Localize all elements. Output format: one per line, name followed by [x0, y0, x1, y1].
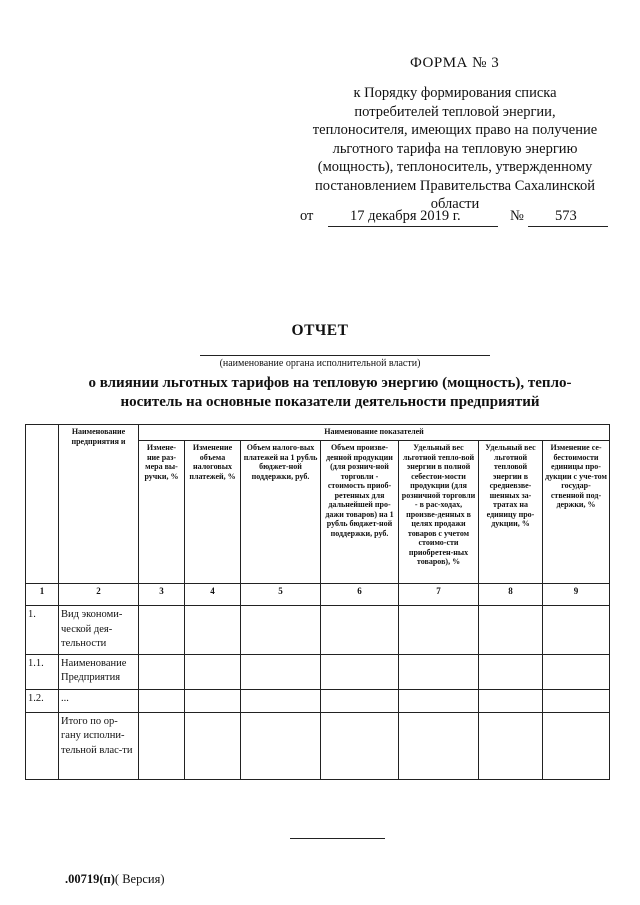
empty-cell	[241, 654, 321, 689]
empty-cell	[139, 712, 185, 779]
header-tax-change: Изменение объема налоговых платежей, %	[185, 441, 241, 584]
row-number	[26, 712, 59, 779]
column-number: 8	[479, 584, 543, 606]
row-name: Итого по ор-гану исполни-тельной влас-ти	[59, 712, 139, 779]
decree-date: 17 декабря 2019 г.	[350, 208, 461, 224]
empty-cell	[399, 712, 479, 779]
org-name-line	[200, 355, 490, 356]
column-number: 9	[543, 584, 610, 606]
report-subtitle	[40, 374, 620, 412]
empty-cell	[185, 606, 241, 655]
row-name: ...	[59, 689, 139, 712]
empty-cell	[399, 689, 479, 712]
row-name: Наименование Предприятия	[59, 654, 139, 689]
column-number: 1	[26, 584, 59, 606]
decree-number: 573	[555, 208, 577, 224]
empty-cell	[399, 606, 479, 655]
column-number: 3	[139, 584, 185, 606]
document-version: ( Версия)	[114, 872, 165, 886]
header-unit-cost-change: Изменение се-бестоимости единицы про-дукции с уче-том государ-ственной под-держки, %	[543, 441, 610, 584]
header-output-per-ruble: Объем произве-денной продукции (для рознич-ной торговли - стоимость приоб-ретенных для дальнейшей про-дажи товаров) на 1 рубль бюджет-ной поддержки, руб.	[321, 441, 399, 584]
header-line: (мощность), теплоноситель, утвержденному	[317, 159, 593, 175]
document-code	[65, 872, 164, 887]
table-row	[26, 654, 610, 689]
column-number: 4	[185, 584, 241, 606]
column-number: 6	[321, 584, 399, 606]
empty-cell	[241, 689, 321, 712]
empty-cell	[543, 654, 610, 689]
empty-cell	[399, 654, 479, 689]
empty-cell	[479, 712, 543, 779]
column-numbers-row	[26, 584, 610, 606]
header-heat-share-cost: Удельный вес льготной тепло-вой энергии в полной себестои-мости продукции (для розничной торговли - в рас-ходах, произве-денных в целях продажи товаров с учетом стоимо-сти приобретен-ных товаров), %	[399, 441, 479, 584]
empty-cell	[321, 606, 399, 655]
empty-cell	[185, 689, 241, 712]
column-number: 7	[399, 584, 479, 606]
header-indicators: Наименование показателей	[139, 425, 610, 441]
header-enterprise-name: Наименование предприятия и	[59, 425, 139, 584]
empty-cell	[321, 689, 399, 712]
row-number: 1.2.	[26, 689, 59, 712]
subtitle-line: носитель на основные показатели деятельности предприятий	[120, 394, 540, 410]
header-line: потребителей тепловой энергии,	[354, 103, 556, 120]
empty-cell	[139, 654, 185, 689]
date-prefix: от	[300, 208, 314, 224]
header-line: теплоносителя, имеющих право на получение	[312, 122, 598, 138]
column-number: 2	[59, 584, 139, 606]
number-underline	[528, 226, 608, 227]
header-line: области	[430, 196, 480, 212]
empty-cell	[479, 654, 543, 689]
empty-cell	[543, 712, 610, 779]
org-name-caption: (наименование органа исполнительной власти)	[219, 358, 421, 369]
row-number: 1.1.	[26, 654, 59, 689]
empty-cell	[241, 712, 321, 779]
signature-line	[290, 838, 385, 839]
empty-cell	[479, 689, 543, 712]
header-tax-per-ruble: Объем налого-вых платежей на 1 рубль бюджет-ной поддержки, руб.	[241, 441, 321, 584]
empty-cell	[241, 606, 321, 655]
report-table	[25, 424, 610, 780]
header-line: к Порядку формирования списка	[353, 85, 557, 101]
empty-cell	[139, 606, 185, 655]
empty-cell	[543, 606, 610, 655]
header-number-cell	[26, 425, 59, 584]
column-number: 5	[241, 584, 321, 606]
empty-cell	[321, 712, 399, 779]
form-number-title: ФОРМА № 3	[410, 55, 500, 71]
header-heat-share-unit: Удельный вес льготной тепловой энергии в средневзве-шенных за-тратах на единицу про-дукции, %	[479, 441, 543, 584]
header-line: льготного тарифа на тепловую энергию	[332, 140, 578, 157]
approval-header	[290, 84, 620, 214]
table-row	[26, 606, 610, 655]
empty-cell	[321, 654, 399, 689]
document-code-number: .00719(п)	[65, 872, 115, 886]
date-underline	[328, 226, 498, 227]
subtitle-line: о влиянии льготных тарифов на тепловую энергию (мощность), тепло-	[88, 375, 572, 391]
empty-cell	[185, 654, 241, 689]
table-row	[26, 689, 610, 712]
number-sign: №	[510, 208, 524, 224]
report-title: ОТЧЕТ	[291, 322, 349, 339]
empty-cell	[139, 689, 185, 712]
empty-cell	[543, 689, 610, 712]
header-revenue-change: Измене-ние раз-мера вы-ручки, %	[139, 441, 185, 584]
table-row	[26, 712, 610, 779]
row-name: Вид экономи-ческой дея-тельности	[59, 606, 139, 655]
header-line: постановлением Правительства Сахалинской	[315, 177, 595, 194]
empty-cell	[185, 712, 241, 779]
empty-cell	[479, 606, 543, 655]
row-number: 1.	[26, 606, 59, 655]
